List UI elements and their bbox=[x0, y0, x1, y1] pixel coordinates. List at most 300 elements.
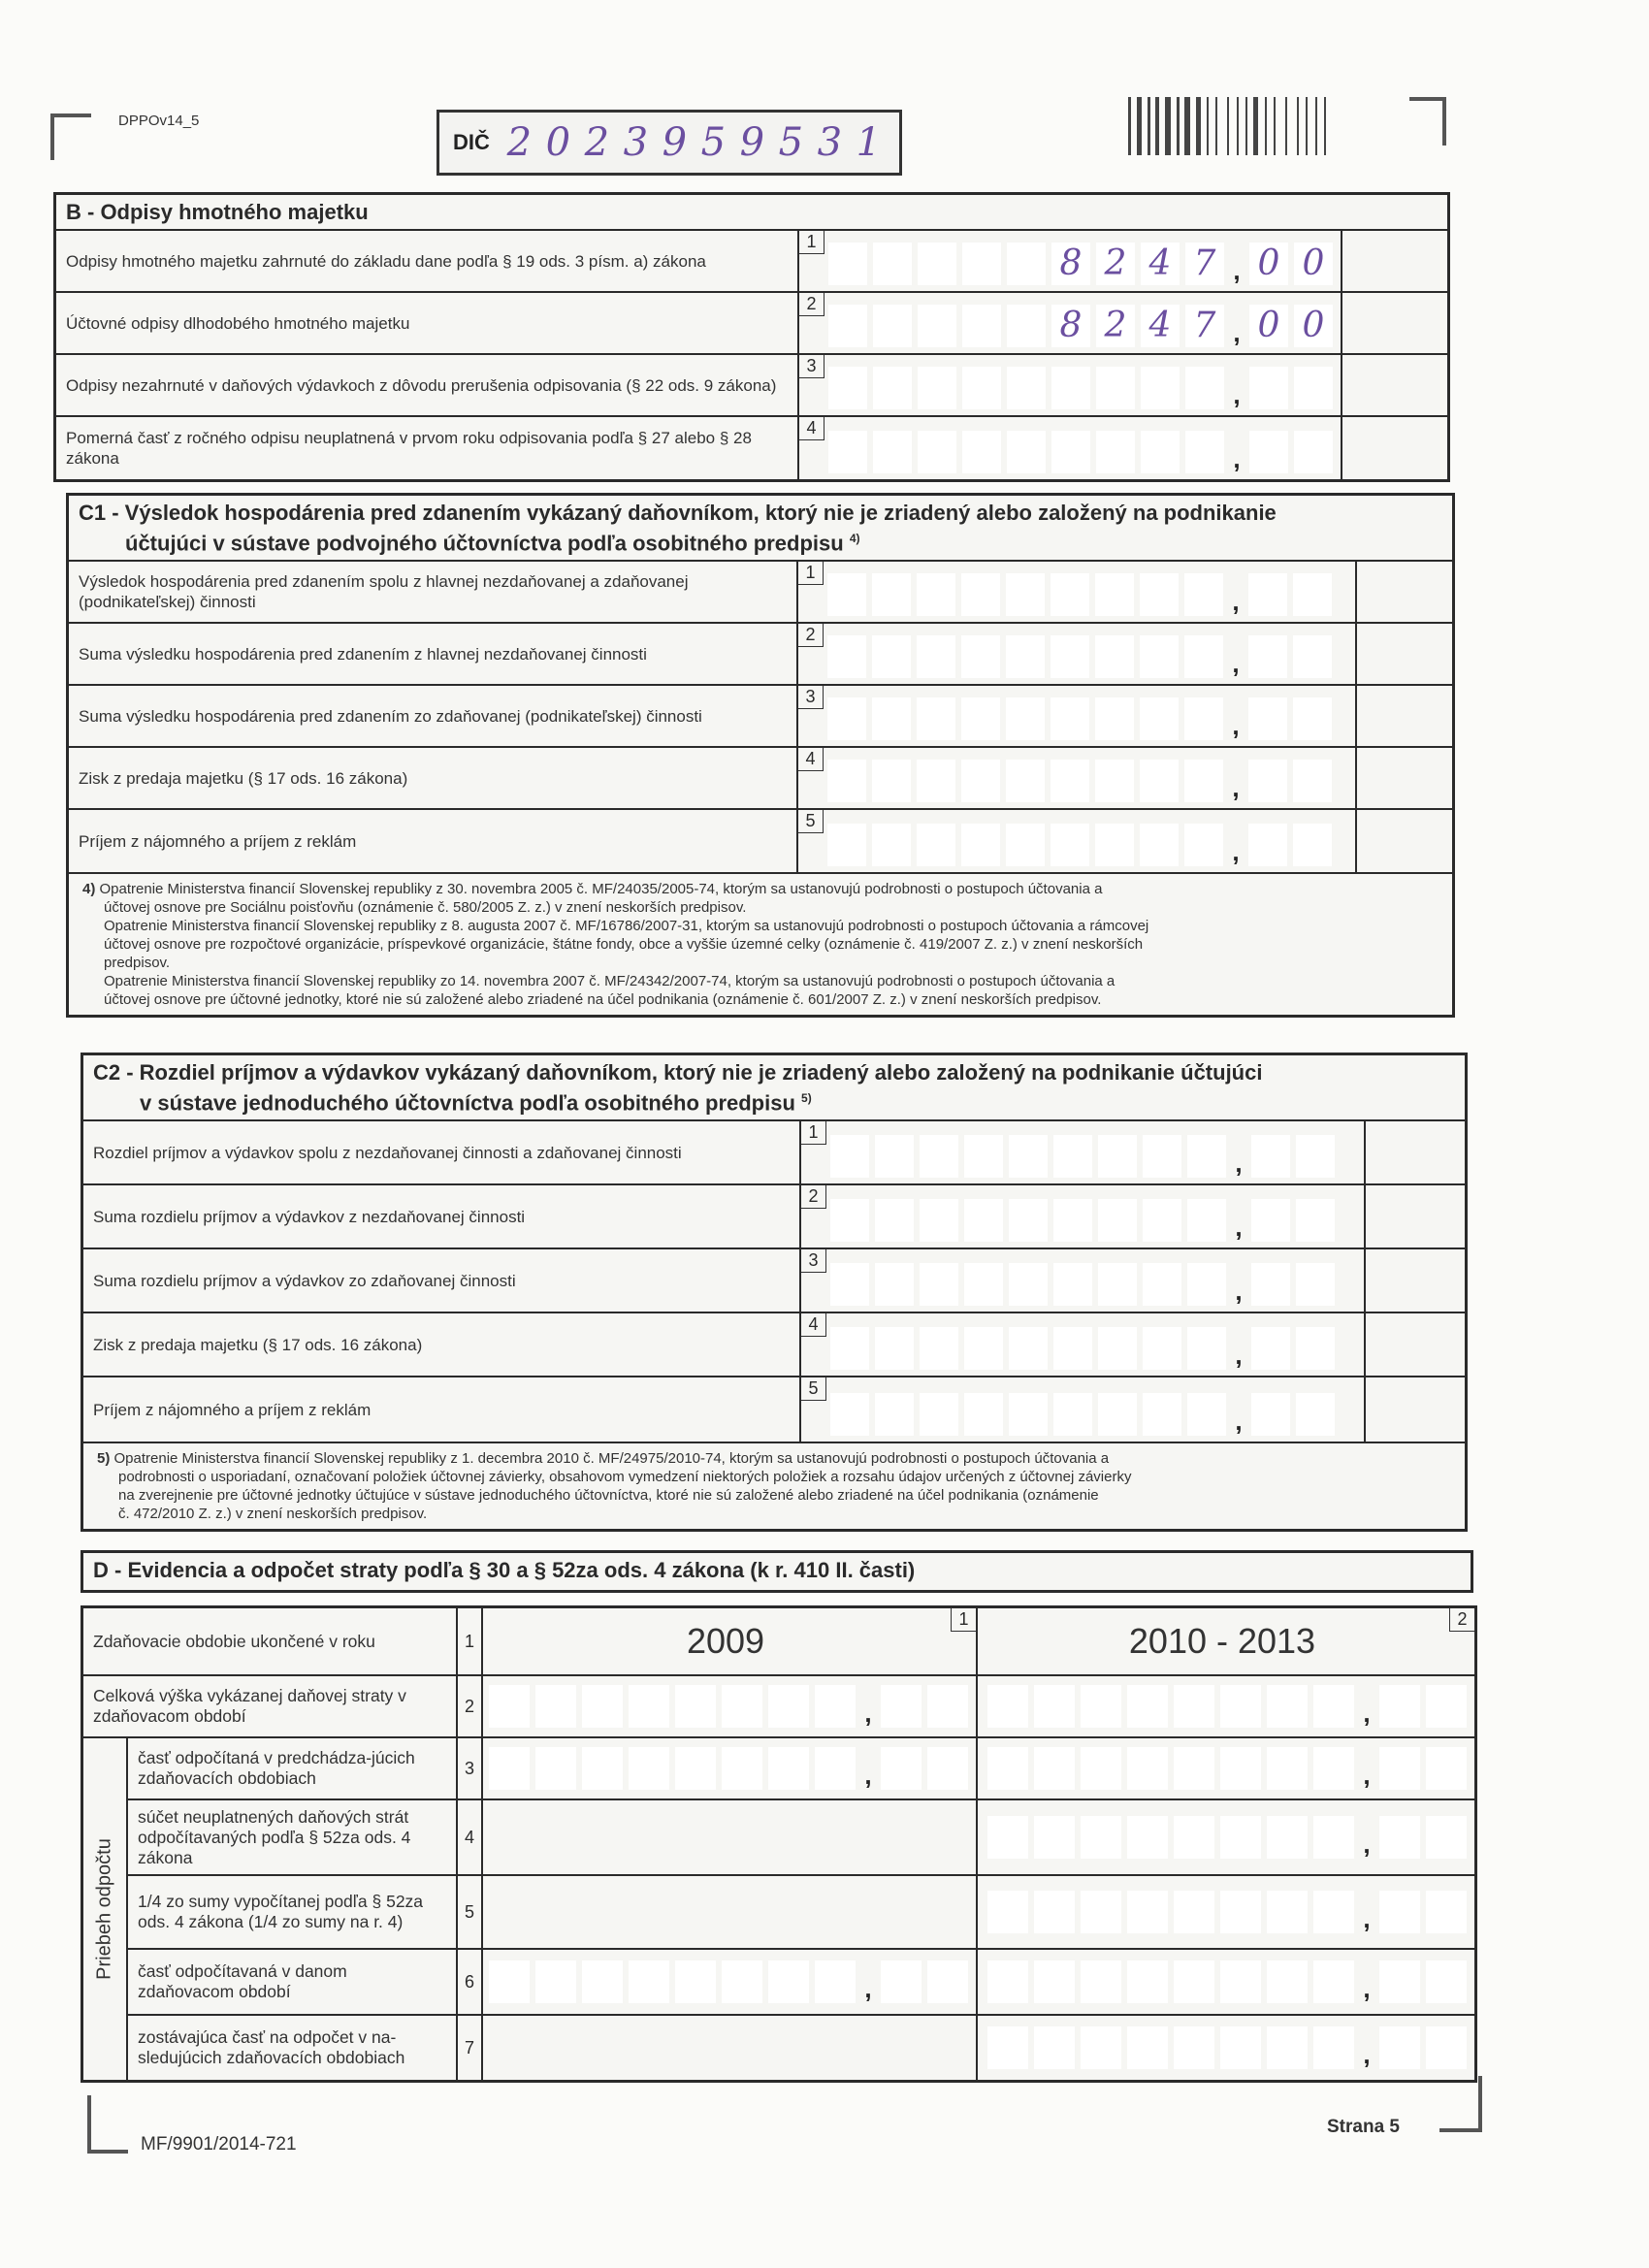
digit-box[interactable] bbox=[1296, 1327, 1335, 1370]
digit-box[interactable] bbox=[629, 1685, 669, 1728]
digit-box[interactable] bbox=[920, 1135, 958, 1178]
digit-box[interactable] bbox=[768, 1685, 809, 1728]
digit-box[interactable] bbox=[1185, 367, 1224, 409]
digit-box[interactable] bbox=[1034, 1960, 1075, 2003]
dic-digit: 5 bbox=[700, 120, 727, 165]
digit-box[interactable] bbox=[962, 367, 1001, 409]
digit-box[interactable] bbox=[964, 1393, 1003, 1436]
digit-box[interactable] bbox=[987, 1960, 1028, 2003]
digit-box[interactable] bbox=[1251, 1135, 1290, 1178]
section-c1 bbox=[66, 493, 1455, 1018]
digit-box[interactable] bbox=[1248, 635, 1287, 678]
digit-box[interactable] bbox=[987, 1685, 1028, 1728]
digit-box[interactable] bbox=[873, 431, 912, 473]
row-label: Výsledok hospodárenia pred zdanením spolu z hlavnej nezdaňovanej a zdaňovanej (podnikateľskej) činnosti bbox=[69, 562, 798, 622]
digit-box[interactable] bbox=[1143, 1135, 1181, 1178]
digit-box[interactable] bbox=[1220, 1747, 1261, 1790]
digit-box[interactable] bbox=[1293, 573, 1332, 616]
digit-box[interactable] bbox=[1127, 1816, 1168, 1859]
digit-box[interactable] bbox=[1140, 635, 1179, 678]
row-label: Zisk z predaja majetku (§ 17 ods. 16 zákona) bbox=[83, 1313, 801, 1376]
amount-field[interactable] bbox=[801, 1249, 1364, 1312]
amount-field[interactable] bbox=[799, 417, 1341, 479]
d-col2-field[interactable] bbox=[978, 1738, 1474, 1798]
digit-box[interactable] bbox=[927, 1747, 968, 1790]
digit-box[interactable] bbox=[1379, 2026, 1420, 2069]
digit-box[interactable] bbox=[1174, 1685, 1214, 1728]
amount-field[interactable] bbox=[801, 1313, 1364, 1376]
digit-box[interactable] bbox=[1379, 1960, 1420, 2003]
amount-field[interactable] bbox=[801, 1121, 1364, 1183]
row-side-cell bbox=[1341, 417, 1447, 479]
digit-boxes bbox=[489, 1960, 968, 2003]
decimal-comma: , bbox=[1363, 1830, 1371, 1859]
digit-box[interactable] bbox=[1313, 1747, 1354, 1790]
digit-box[interactable] bbox=[917, 760, 955, 802]
digit-box[interactable] bbox=[1426, 1816, 1467, 1859]
digit-box[interactable] bbox=[1187, 1135, 1226, 1178]
digit-box[interactable]: 8 bbox=[1051, 243, 1090, 285]
digit-box[interactable] bbox=[962, 243, 1001, 285]
digit-box[interactable] bbox=[1034, 1747, 1075, 1790]
digit-box[interactable] bbox=[828, 243, 867, 285]
digit-box[interactable] bbox=[489, 1685, 530, 1728]
digit-box[interactable] bbox=[872, 760, 911, 802]
digit-box[interactable] bbox=[1185, 431, 1224, 473]
digit-box[interactable] bbox=[675, 1747, 716, 1790]
digit-box[interactable] bbox=[1294, 367, 1333, 409]
digit-box[interactable] bbox=[1267, 1747, 1308, 1790]
digit-box[interactable] bbox=[881, 1747, 922, 1790]
d-col2-field[interactable] bbox=[978, 2016, 1474, 2080]
digit-box[interactable] bbox=[1127, 1747, 1168, 1790]
digit-box[interactable] bbox=[1141, 367, 1180, 409]
d-row-3 bbox=[128, 1738, 1474, 1800]
digit-box[interactable] bbox=[872, 697, 911, 740]
digit-box[interactable] bbox=[1248, 760, 1287, 802]
amount-field[interactable] bbox=[798, 624, 1355, 684]
digit-box[interactable] bbox=[1051, 760, 1089, 802]
digit-box[interactable] bbox=[1248, 697, 1287, 740]
digit-box[interactable] bbox=[1220, 1685, 1261, 1728]
digit-box[interactable] bbox=[875, 1135, 914, 1178]
digit-box[interactable] bbox=[1006, 824, 1045, 866]
digit-box[interactable] bbox=[1293, 760, 1332, 802]
digit-boxes bbox=[828, 431, 1333, 473]
digit-box[interactable] bbox=[1053, 1135, 1092, 1178]
amount-field[interactable] bbox=[801, 1377, 1364, 1442]
digit-box[interactable] bbox=[962, 431, 1001, 473]
digit-box[interactable] bbox=[920, 1327, 958, 1370]
digit-box[interactable] bbox=[1379, 1747, 1420, 1790]
digit-box[interactable] bbox=[629, 1747, 669, 1790]
row-number: 3 bbox=[801, 1249, 826, 1273]
d-col1-field[interactable] bbox=[483, 1738, 978, 1798]
row-side-cell bbox=[1364, 1313, 1465, 1376]
digit-box[interactable] bbox=[1140, 697, 1179, 740]
digit-box[interactable] bbox=[1143, 1263, 1181, 1306]
digit-box[interactable] bbox=[1220, 1816, 1261, 1859]
digit-box[interactable] bbox=[1007, 305, 1046, 347]
digit-box[interactable] bbox=[1296, 1199, 1335, 1242]
digit-box[interactable] bbox=[920, 1393, 958, 1436]
amount-field[interactable] bbox=[798, 748, 1355, 808]
d-deduction-group bbox=[83, 1738, 1474, 2080]
digit-box[interactable] bbox=[1009, 1135, 1048, 1178]
digit-box[interactable] bbox=[873, 367, 912, 409]
barcode-bar bbox=[1144, 97, 1146, 155]
digit-box[interactable] bbox=[1426, 1685, 1467, 1728]
digit-box[interactable] bbox=[582, 1747, 623, 1790]
digit-box[interactable] bbox=[1313, 1816, 1354, 1859]
digit-box[interactable] bbox=[1293, 697, 1332, 740]
digit-box[interactable] bbox=[1251, 1263, 1290, 1306]
digit-box[interactable] bbox=[1009, 1393, 1048, 1436]
digit-box[interactable]: 7 bbox=[1185, 305, 1224, 347]
digit-box[interactable] bbox=[987, 1747, 1028, 1790]
d-col2-field[interactable] bbox=[978, 1950, 1474, 2014]
digit-box[interactable] bbox=[1096, 367, 1135, 409]
digit-box[interactable] bbox=[1034, 1685, 1075, 1728]
digit-box[interactable] bbox=[1187, 1327, 1226, 1370]
digit-box[interactable] bbox=[1296, 1393, 1335, 1436]
digit-box[interactable] bbox=[827, 573, 866, 616]
digit-box[interactable] bbox=[1140, 573, 1179, 616]
digit-box[interactable] bbox=[828, 367, 867, 409]
digit-box[interactable] bbox=[1313, 1891, 1354, 1933]
digit-box[interactable] bbox=[828, 305, 867, 347]
digit-box[interactable] bbox=[872, 573, 911, 616]
digit-box[interactable] bbox=[1081, 1747, 1121, 1790]
digit-box[interactable]: 7 bbox=[1185, 243, 1224, 285]
digit-box[interactable] bbox=[1053, 1263, 1092, 1306]
digit-box[interactable] bbox=[1053, 1393, 1092, 1436]
digit-box[interactable] bbox=[1220, 1891, 1261, 1933]
digit-box[interactable] bbox=[1081, 1960, 1121, 2003]
digit-box[interactable]: 0 bbox=[1294, 243, 1333, 285]
digit-box[interactable] bbox=[1127, 1960, 1168, 2003]
digit-box[interactable] bbox=[1251, 1199, 1290, 1242]
digit-box[interactable] bbox=[768, 1960, 809, 2003]
barcode-bar bbox=[1289, 97, 1295, 155]
digit-box[interactable] bbox=[722, 1685, 762, 1728]
digit-box[interactable] bbox=[1174, 1816, 1214, 1859]
digit-box[interactable] bbox=[828, 431, 867, 473]
digit-box[interactable] bbox=[815, 1960, 856, 2003]
decimal-comma: , bbox=[1233, 318, 1241, 347]
digit-box[interactable] bbox=[768, 1747, 809, 1790]
digit-box[interactable] bbox=[722, 1747, 762, 1790]
amount-field[interactable] bbox=[798, 562, 1355, 622]
digit-box[interactable] bbox=[535, 1747, 576, 1790]
digit-box[interactable] bbox=[1267, 1891, 1308, 1933]
digit-box[interactable] bbox=[1141, 431, 1180, 473]
digit-box[interactable] bbox=[1034, 1816, 1075, 1859]
digit-box[interactable] bbox=[675, 1685, 716, 1728]
digit-box[interactable] bbox=[1096, 431, 1135, 473]
dic-field[interactable] bbox=[436, 110, 902, 176]
digit-box[interactable] bbox=[1426, 1960, 1467, 2003]
digit-boxes bbox=[827, 824, 1332, 866]
digit-box[interactable] bbox=[1140, 824, 1179, 866]
digit-box[interactable] bbox=[920, 1199, 958, 1242]
digit-box[interactable] bbox=[1267, 1816, 1308, 1859]
digit-box[interactable] bbox=[1098, 1199, 1137, 1242]
amount-field[interactable] bbox=[799, 231, 1341, 291]
digit-box[interactable] bbox=[629, 1960, 669, 2003]
digit-box[interactable]: 2 bbox=[1096, 305, 1135, 347]
amount-field[interactable] bbox=[798, 686, 1355, 746]
digit-box[interactable] bbox=[1051, 824, 1089, 866]
digit-box[interactable] bbox=[1248, 824, 1287, 866]
footnote-line bbox=[82, 880, 1442, 898]
digit-box[interactable] bbox=[1174, 1960, 1214, 2003]
digit-box[interactable] bbox=[1379, 1891, 1420, 1933]
barcode-bar bbox=[1133, 97, 1135, 155]
digit-box[interactable] bbox=[489, 1960, 530, 2003]
digit-box[interactable] bbox=[675, 1960, 716, 2003]
digit-box[interactable] bbox=[1143, 1199, 1181, 1242]
dic-digit: 2 bbox=[584, 120, 610, 165]
digit-box[interactable] bbox=[964, 1199, 1003, 1242]
digit-box[interactable] bbox=[962, 305, 1001, 347]
digit-box[interactable]: 4 bbox=[1141, 243, 1180, 285]
digit-box[interactable] bbox=[1296, 1135, 1335, 1178]
digit-box[interactable] bbox=[1095, 824, 1134, 866]
digit-box[interactable] bbox=[1051, 431, 1090, 473]
footnote-line bbox=[97, 1468, 1455, 1486]
digit-box[interactable] bbox=[722, 1960, 762, 2003]
d-col2-field[interactable] bbox=[978, 1876, 1474, 1948]
digit-box[interactable] bbox=[927, 1685, 968, 1728]
digit-box[interactable] bbox=[1248, 573, 1287, 616]
digit-box[interactable] bbox=[881, 1960, 922, 2003]
digit-box[interactable] bbox=[1081, 1685, 1121, 1728]
digit-box[interactable] bbox=[1034, 1891, 1075, 1933]
footnote-number: 4) bbox=[82, 881, 96, 898]
digit-box[interactable] bbox=[1098, 1327, 1137, 1370]
digit-box[interactable] bbox=[1296, 1263, 1335, 1306]
digit-box[interactable] bbox=[920, 1263, 958, 1306]
digit-box[interactable] bbox=[1313, 1960, 1354, 2003]
digit-box[interactable] bbox=[961, 635, 1000, 678]
digit-box[interactable] bbox=[1174, 1891, 1214, 1933]
digit-box[interactable] bbox=[1184, 760, 1223, 802]
digit-box[interactable] bbox=[1095, 760, 1134, 802]
digit-box[interactable] bbox=[1127, 2026, 1168, 2069]
digit-box[interactable] bbox=[1220, 1960, 1261, 2003]
digit-box[interactable] bbox=[918, 431, 956, 473]
digit-box[interactable] bbox=[1184, 824, 1223, 866]
digit-box[interactable] bbox=[1006, 573, 1045, 616]
digit-box[interactable]: 4 bbox=[1141, 305, 1180, 347]
digit-box[interactable] bbox=[1184, 697, 1223, 740]
digit-box[interactable] bbox=[1081, 2026, 1121, 2069]
digit-box[interactable] bbox=[1007, 243, 1046, 285]
digit-box[interactable] bbox=[1220, 2026, 1261, 2069]
digit-box[interactable] bbox=[917, 573, 955, 616]
d-col1-field[interactable] bbox=[483, 1950, 978, 2014]
digit-box[interactable] bbox=[1081, 1891, 1121, 1933]
digit-box[interactable] bbox=[1293, 824, 1332, 866]
digit-box[interactable] bbox=[827, 824, 866, 866]
digit-box[interactable] bbox=[1251, 1393, 1290, 1436]
digit-box[interactable] bbox=[1313, 1685, 1354, 1728]
digit-box[interactable]: 2 bbox=[1096, 243, 1135, 285]
digit-box[interactable] bbox=[1053, 1327, 1092, 1370]
digit-box[interactable] bbox=[582, 1685, 623, 1728]
digit-box[interactable] bbox=[1294, 431, 1333, 473]
digit-box[interactable] bbox=[1187, 1199, 1226, 1242]
digit-box[interactable] bbox=[1051, 573, 1089, 616]
digit-box[interactable] bbox=[961, 760, 1000, 802]
digit-box[interactable] bbox=[964, 1327, 1003, 1370]
digit-box[interactable] bbox=[830, 1199, 869, 1242]
digit-box[interactable] bbox=[1007, 431, 1046, 473]
digit-box[interactable]: 0 bbox=[1249, 243, 1288, 285]
digit-box[interactable] bbox=[917, 635, 955, 678]
digit-box[interactable] bbox=[1006, 697, 1045, 740]
digit-box[interactable] bbox=[1143, 1327, 1181, 1370]
digit-box[interactable] bbox=[1081, 1816, 1121, 1859]
digit-box[interactable] bbox=[535, 1960, 576, 2003]
digit-box[interactable] bbox=[961, 824, 1000, 866]
digit-box[interactable] bbox=[875, 1263, 914, 1306]
digit-box[interactable] bbox=[1251, 1327, 1290, 1370]
amount-field[interactable] bbox=[801, 1185, 1364, 1247]
digit-box[interactable] bbox=[830, 1327, 869, 1370]
digit-box[interactable] bbox=[1426, 1891, 1467, 1933]
digit-box[interactable] bbox=[1267, 1960, 1308, 2003]
amount-field[interactable] bbox=[798, 810, 1355, 872]
row-label: Príjem z nájomného a príjem z reklám bbox=[83, 1377, 801, 1442]
digit-box[interactable] bbox=[827, 760, 866, 802]
digit-box[interactable] bbox=[1379, 1816, 1420, 1859]
digit-box[interactable] bbox=[830, 1263, 869, 1306]
digit-box[interactable]: 0 bbox=[1294, 305, 1333, 347]
digit-box[interactable] bbox=[1184, 573, 1223, 616]
digit-box[interactable] bbox=[815, 1747, 856, 1790]
digit-box[interactable] bbox=[1379, 1685, 1420, 1728]
digit-box[interactable] bbox=[1140, 760, 1179, 802]
digit-box[interactable] bbox=[964, 1135, 1003, 1178]
digit-box[interactable] bbox=[1098, 1263, 1137, 1306]
digit-box[interactable] bbox=[1006, 760, 1045, 802]
form-row bbox=[69, 810, 1452, 872]
digit-box[interactable] bbox=[1095, 573, 1134, 616]
digit-box[interactable] bbox=[1009, 1199, 1048, 1242]
digit-box[interactable] bbox=[1127, 1685, 1168, 1728]
digit-box[interactable] bbox=[582, 1960, 623, 2003]
digit-box[interactable] bbox=[1098, 1135, 1137, 1178]
barcode-bar bbox=[1155, 97, 1159, 155]
digit-box[interactable] bbox=[987, 1891, 1028, 1933]
digit-box[interactable] bbox=[830, 1135, 869, 1178]
digit-box[interactable] bbox=[875, 1393, 914, 1436]
digit-box[interactable] bbox=[1007, 367, 1046, 409]
digit-box[interactable] bbox=[918, 367, 956, 409]
digit-box[interactable] bbox=[1249, 431, 1288, 473]
digit-box[interactable] bbox=[827, 697, 866, 740]
digit-box[interactable] bbox=[1095, 697, 1134, 740]
digit-box[interactable] bbox=[873, 243, 912, 285]
digit-box[interactable] bbox=[1098, 1393, 1137, 1436]
digit-box[interactable] bbox=[1053, 1199, 1092, 1242]
digit-box[interactable] bbox=[1095, 635, 1134, 678]
digit-box[interactable] bbox=[827, 635, 866, 678]
digit-box[interactable] bbox=[815, 1685, 856, 1728]
digit-box[interactable] bbox=[830, 1393, 869, 1436]
digit-box[interactable] bbox=[873, 305, 912, 347]
digit-box[interactable] bbox=[1051, 367, 1090, 409]
amount-field[interactable] bbox=[799, 293, 1341, 353]
digit-box[interactable] bbox=[875, 1199, 914, 1242]
digit-boxes bbox=[830, 1135, 1335, 1178]
digit-box[interactable] bbox=[987, 1816, 1028, 1859]
digit-box[interactable] bbox=[1174, 1747, 1214, 1790]
digit-box[interactable] bbox=[1184, 635, 1223, 678]
digit-box[interactable] bbox=[1187, 1263, 1226, 1306]
digit-box[interactable] bbox=[1051, 697, 1089, 740]
digit-box[interactable] bbox=[1127, 1891, 1168, 1933]
digit-box[interactable] bbox=[1267, 2026, 1308, 2069]
digit-box[interactable] bbox=[1426, 2026, 1467, 2069]
digit-box[interactable] bbox=[1051, 635, 1089, 678]
digit-box[interactable] bbox=[987, 2026, 1028, 2069]
digit-box[interactable] bbox=[918, 243, 956, 285]
digit-box[interactable] bbox=[1267, 1685, 1308, 1728]
digit-box[interactable] bbox=[1009, 1327, 1048, 1370]
digit-box[interactable] bbox=[964, 1263, 1003, 1306]
digit-box[interactable]: 0 bbox=[1249, 305, 1288, 347]
digit-box[interactable] bbox=[918, 305, 956, 347]
digit-boxes bbox=[827, 697, 1332, 740]
digit-box[interactable] bbox=[1426, 1747, 1467, 1790]
d-row2-col1-field[interactable] bbox=[483, 1676, 978, 1736]
digit-box[interactable] bbox=[917, 824, 955, 866]
digit-box[interactable] bbox=[1006, 635, 1045, 678]
digit-box[interactable] bbox=[927, 1960, 968, 2003]
digit-box[interactable] bbox=[875, 1327, 914, 1370]
digit-box[interactable] bbox=[1187, 1393, 1226, 1436]
digit-box[interactable] bbox=[489, 1747, 530, 1790]
digit-boxes bbox=[987, 1816, 1467, 1859]
digit-box[interactable] bbox=[535, 1685, 576, 1728]
digit-box[interactable] bbox=[1174, 2026, 1214, 2069]
row-number: 2 bbox=[798, 624, 824, 647]
digit-box[interactable] bbox=[1293, 635, 1332, 678]
digit-box[interactable] bbox=[1249, 367, 1288, 409]
digit-box[interactable] bbox=[1009, 1263, 1048, 1306]
digit-box[interactable] bbox=[961, 697, 1000, 740]
row-number: 2 bbox=[799, 293, 824, 316]
digit-box[interactable] bbox=[1034, 2026, 1075, 2069]
digit-box[interactable] bbox=[872, 635, 911, 678]
digit-box[interactable] bbox=[1313, 2026, 1354, 2069]
amount-field[interactable] bbox=[799, 355, 1341, 415]
digit-box[interactable] bbox=[1143, 1393, 1181, 1436]
digit-box[interactable] bbox=[961, 573, 1000, 616]
d-row2-col2-field[interactable] bbox=[978, 1676, 1474, 1736]
digit-box[interactable]: 8 bbox=[1051, 305, 1090, 347]
digit-box[interactable] bbox=[881, 1685, 922, 1728]
d-col2-field[interactable] bbox=[978, 1800, 1474, 1874]
digit-box[interactable] bbox=[872, 824, 911, 866]
barcode-bar bbox=[1249, 97, 1251, 155]
digit-box[interactable] bbox=[917, 697, 955, 740]
row-number: 1 bbox=[799, 231, 824, 254]
d-col1-field bbox=[483, 1876, 978, 1948]
